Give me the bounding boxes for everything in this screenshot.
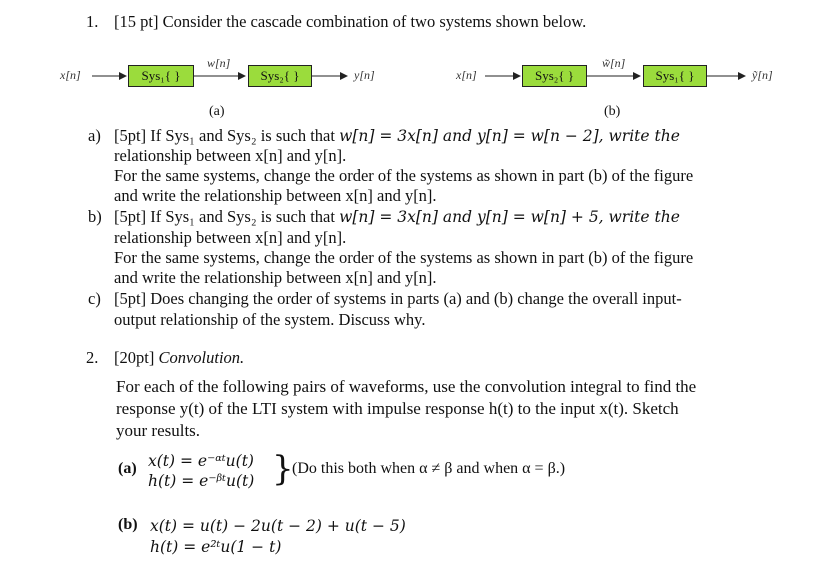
q1-part-a-equation: w[n] = 3x[n] and y[n] = w[n − 2], write the bbox=[339, 127, 680, 145]
q2-intro-line1: For each of the following pairs of waveforms, use the convolution integral to find the bbox=[116, 377, 697, 396]
q1-part-b-text: [5pt] If Sys₁ and Sys₂ is such that bbox=[114, 207, 335, 226]
q1-part-c-line1: [5pt] Does changing the order of systems in parts (a) and (b) change the overall input- bbox=[114, 289, 682, 308]
q1-part-c-label: c) bbox=[88, 289, 101, 308]
q2-part-b-equations bbox=[150, 516, 406, 558]
q2-intro bbox=[116, 376, 696, 442]
diagram-b-sys1-box: Sys₁{ } bbox=[643, 65, 707, 87]
q1-header: [15 pt] Consider the cascade combination of two systems shown below. bbox=[114, 12, 587, 31]
q2-title: Convolution. bbox=[158, 348, 245, 367]
q2-intro-line3: your results. bbox=[116, 421, 201, 440]
q2-part-a-h-equation: h(t) = e⁻ᵝᵗu(t) bbox=[148, 472, 255, 490]
diagram-b-caption: (b) bbox=[604, 104, 621, 119]
diagram-a-output: y[n] bbox=[354, 68, 375, 82]
q2-part-b-x-equation: x(t) = u(t) − 2u(t − 2) + u(t − 5) bbox=[150, 517, 406, 535]
diagram-a-sys1-box: Sys₁{ } bbox=[128, 65, 194, 87]
q2-part-b-h-equation: h(t) = e²ᵗu(1 − t) bbox=[150, 538, 282, 556]
q1-part-a-line3: For the same systems, change the order of the systems as shown in part (b) of the figure bbox=[114, 166, 694, 185]
q2-part-a-equations bbox=[148, 451, 254, 491]
q1-part-b-equation: w[n] = 3x[n] and y[n] = w[n] + 5, write the bbox=[339, 208, 680, 226]
diagram-a-input: x[n] bbox=[60, 68, 81, 82]
diagram-b-mid-signal: w̃[n] bbox=[602, 56, 626, 70]
q1-part-b-line1 bbox=[114, 207, 680, 227]
q2-part-a-label: (a) bbox=[118, 460, 137, 477]
q1-part-b-label: b) bbox=[88, 207, 102, 226]
right-brace: } bbox=[272, 449, 294, 489]
q2-intro-line2: response y(t) of the LTI system with impulse response h(t) to the input x(t). Sketch bbox=[116, 399, 679, 418]
diagram-b-output: ỹ[n] bbox=[752, 68, 773, 82]
q2-part-a-note: (Do this both when α ≠ β and when α = β.) bbox=[292, 460, 566, 477]
q1-part-a-line1 bbox=[114, 126, 680, 146]
q2-part-a-x-equation: x(t) = e⁻ᵅᵗu(t) bbox=[148, 452, 254, 470]
diagram-a-caption: (a) bbox=[209, 104, 225, 119]
q2-number: 2. bbox=[86, 348, 99, 367]
q1-part-b-line3: For the same systems, change the order of the systems as shown in part (b) of the figure bbox=[114, 248, 694, 267]
q1-part-b-line2: relationship between x[n] and y[n]. bbox=[114, 228, 347, 247]
q1-part-c-line2: output relationship of the system. Discuss why. bbox=[114, 310, 426, 329]
diagram-b-sys2-box: Sys₂{ } bbox=[522, 65, 587, 87]
q1-part-a-text: [5pt] If Sys₁ and Sys₂ is such that bbox=[114, 126, 335, 145]
q1-part-b-line4: and write the relationship between x[n] and y[n]. bbox=[114, 268, 437, 287]
q2-part-b-label: (b) bbox=[118, 516, 138, 533]
q2-header bbox=[114, 348, 244, 368]
q1-part-a-line4: and write the relationship between x[n] and y[n]. bbox=[114, 186, 437, 205]
q1-part-a-label: a) bbox=[88, 126, 101, 145]
q2-points: [20pt] bbox=[114, 348, 155, 367]
diagram-b-input: x[n] bbox=[456, 68, 477, 82]
q1-number: 1. bbox=[86, 12, 99, 31]
diagram-a-sys2-box: Sys₂{ } bbox=[248, 65, 312, 87]
diagram-a-mid-signal: w[n] bbox=[207, 56, 231, 70]
q1-part-a-line2: relationship between x[n] and y[n]. bbox=[114, 146, 347, 165]
